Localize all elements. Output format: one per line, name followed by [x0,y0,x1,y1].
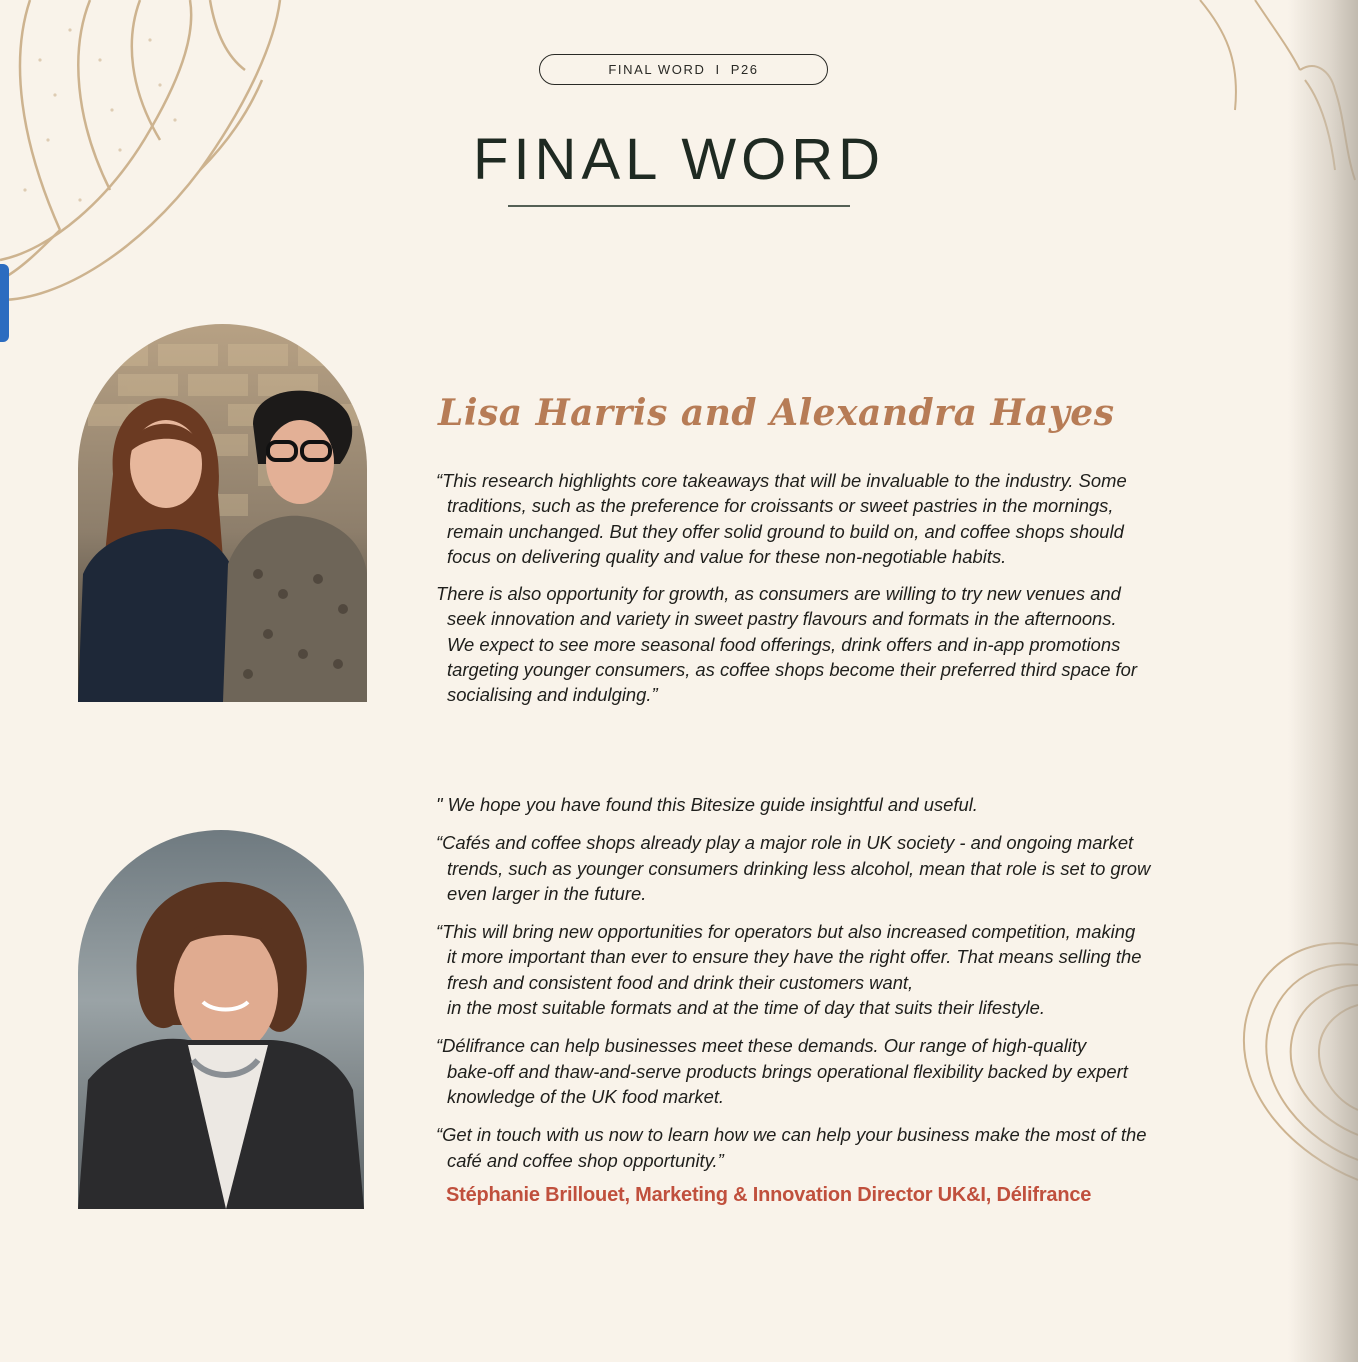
quote-attribution: Stéphanie Brillouet, Marketing & Innovation Director UK&I, Délifrance [446,1184,1092,1206]
duo-portrait-illustration [78,324,367,702]
page-fold-shadow [1288,0,1358,1362]
quote-paragraph: “Délifrance can help businesses meet these demands. Our range of high-quality bake-off and thaw-and-serve products brings operational flexibility backed by expert knowledge of the UK food market. [436,1035,1128,1107]
signature-names: Lisa Harris and Alexandra Hayes [438,392,1115,434]
duo-portrait-photo [78,324,367,702]
quote-block-2 [436,792,1236,1173]
quote-paragraph: “Cafés and coffee shops already play a major role in UK society - and ongoing market trends, such as younger consumers drinking less alcohol, mean that role is set to grow even larger in the future. [436,832,1151,904]
director-portrait-photo [78,830,364,1209]
page-number: P26 [730,62,759,77]
quote-paragraph: " We hope you have found this Bitesize guide insightful and useful. [436,794,978,815]
quote-paragraph: “Get in touch with us now to learn how we can help your business make the most of the café and coffee shop opportunity.” [436,1124,1147,1171]
page-title: FINAL WORD [473,127,885,192]
quote-paragraph: “This research highlights core takeaways that will be invaluable to the industry. Some traditions, such as the preference for croissants or sweet pastries in the mornings, remain unchanged. But they offer solid ground to build on, and coffee shops should focus on delivering quality and value for these non-negotiable habits. [436,470,1127,567]
quote-paragraph: There is also opportunity for growth, as consumers are willing to try new venues and seek innovation and variety in sweet pastry flavours and formats in the afternoons. We expect to see more seasonal food offerings, drink offers and in-app promotions targeting younger consumers, as coffee shops become their preferred third space for socialising and indulging.” [436,583,1138,706]
header-separator: I [715,62,721,77]
side-tab-marker[interactable] [0,264,9,342]
director-portrait-illustration [78,830,364,1209]
title-underline [508,205,850,207]
section-label: FINAL WORD [608,62,706,77]
section-header-pill [539,54,828,85]
quote-paragraph: “This will bring new opportunities for operators but also increased competition, making it more important than ever to ensure they have the right offer. That means selling the fresh and consistent food and drink their customers want, in the most suitable formats and at the time of day that suits their lifestyle. [436,921,1142,1019]
quote-block-1 [436,468,1236,708]
